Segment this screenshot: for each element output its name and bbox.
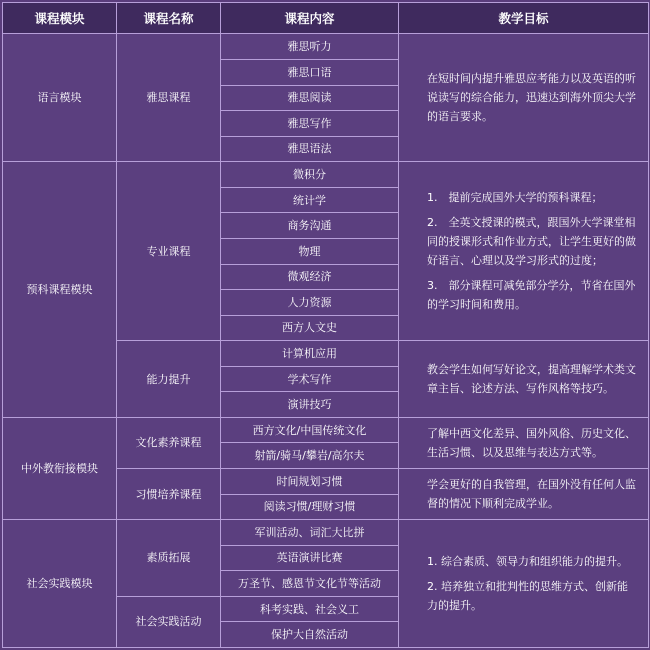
content-cell: 雅思语法 (221, 136, 399, 162)
course-habit: 习惯培养课程 (117, 469, 221, 520)
goal-practice (399, 520, 649, 648)
course-ielts: 雅思课程 (117, 34, 221, 162)
table-row (3, 162, 649, 188)
goal-language (399, 34, 649, 162)
header-course-name: 课程名称 (117, 3, 221, 34)
content-cell: 计算机应用 (221, 341, 399, 367)
module-language: 语言模块 (3, 34, 117, 162)
course-ability: 能力提升 (117, 341, 221, 418)
module-prep: 预科课程模块 (3, 162, 117, 418)
goal-text: 2. 培养独立和批判性的思维方式、创新能力的提升。 (427, 580, 628, 613)
content-cell: 阅读习惯/理财习惯 (221, 494, 399, 520)
content-cell: 军训活动、词汇大比拼 (221, 520, 399, 546)
content-cell: 雅思写作 (221, 111, 399, 137)
content-cell: 人力资源 (221, 290, 399, 316)
content-cell: 雅思口语 (221, 60, 399, 86)
header-module: 课程模块 (3, 3, 117, 34)
course-social: 社会实践活动 (117, 596, 221, 647)
content-cell: 科考实践、社会义工 (221, 596, 399, 622)
content-cell: 雅思听力 (221, 34, 399, 60)
goal-text: 了解中西文化差异、国外风俗、历史文化、生活习惯、以及思维与表达方式等。 (427, 426, 636, 459)
content-cell: 微积分 (221, 162, 399, 188)
goal-major (399, 162, 649, 341)
content-cell: 西方文化/中国传统文化 (221, 417, 399, 443)
content-cell: 统计学 (221, 187, 399, 213)
goal-text: 3. 部分课程可减免部分学分，节省在国外的学习时间和费用。 (427, 279, 636, 312)
table-header-row (3, 3, 649, 34)
content-cell: 雅思阅读 (221, 85, 399, 111)
module-practice: 社会实践模块 (3, 520, 117, 648)
content-cell: 时间规划习惯 (221, 469, 399, 495)
goal-ability (399, 341, 649, 418)
header-teaching-goal: 教学目标 (399, 3, 649, 34)
goal-text: 学会更好的自我管理，在国外没有任何人监督的情况下顺利完成学业。 (427, 478, 636, 511)
content-cell: 物理 (221, 238, 399, 264)
table-row (3, 34, 649, 60)
content-cell: 英语演讲比赛 (221, 545, 399, 571)
table-row (3, 520, 649, 546)
table-row (3, 417, 649, 443)
content-cell: 万圣节、感恩节文化节等活动 (221, 571, 399, 597)
course-major: 专业课程 (117, 162, 221, 341)
goal-text: 1. 综合素质、领导力和组织能力的提升。 (427, 555, 628, 569)
goal-culture (399, 417, 649, 468)
goal-text: 在短时间内提升雅思应考能力以及英语的听说读写的综合能力，迅速达到海外顶尖大学的语言要求。 (427, 72, 636, 124)
goal-text: 2. 全英文授课的模式，跟国外大学课堂相同的授课形式和作业方式，让学生更好的做好语言、心理以及学习形式的过度； (427, 216, 636, 268)
content-cell: 学术写作 (221, 366, 399, 392)
content-cell: 保护大自然活动 (221, 622, 399, 648)
content-cell: 演讲技巧 (221, 392, 399, 418)
content-cell: 西方人文史 (221, 315, 399, 341)
goal-text: 1. 提前完成国外大学的预科课程； (427, 191, 603, 205)
course-quality: 素质拓展 (117, 520, 221, 597)
content-cell: 射箭/骑马/攀岩/高尔夫 (221, 443, 399, 469)
goal-habit (399, 469, 649, 520)
module-bridge: 中外教衔接模块 (3, 417, 117, 519)
header-course-content: 课程内容 (221, 3, 399, 34)
course-table (2, 2, 649, 648)
course-culture: 文化素养课程 (117, 417, 221, 468)
content-cell: 微观经济 (221, 264, 399, 290)
goal-text: 教会学生如何写好论文，提高理解学术类文章主旨、论述方法、写作风格等技巧。 (427, 363, 636, 396)
content-cell: 商务沟通 (221, 213, 399, 239)
